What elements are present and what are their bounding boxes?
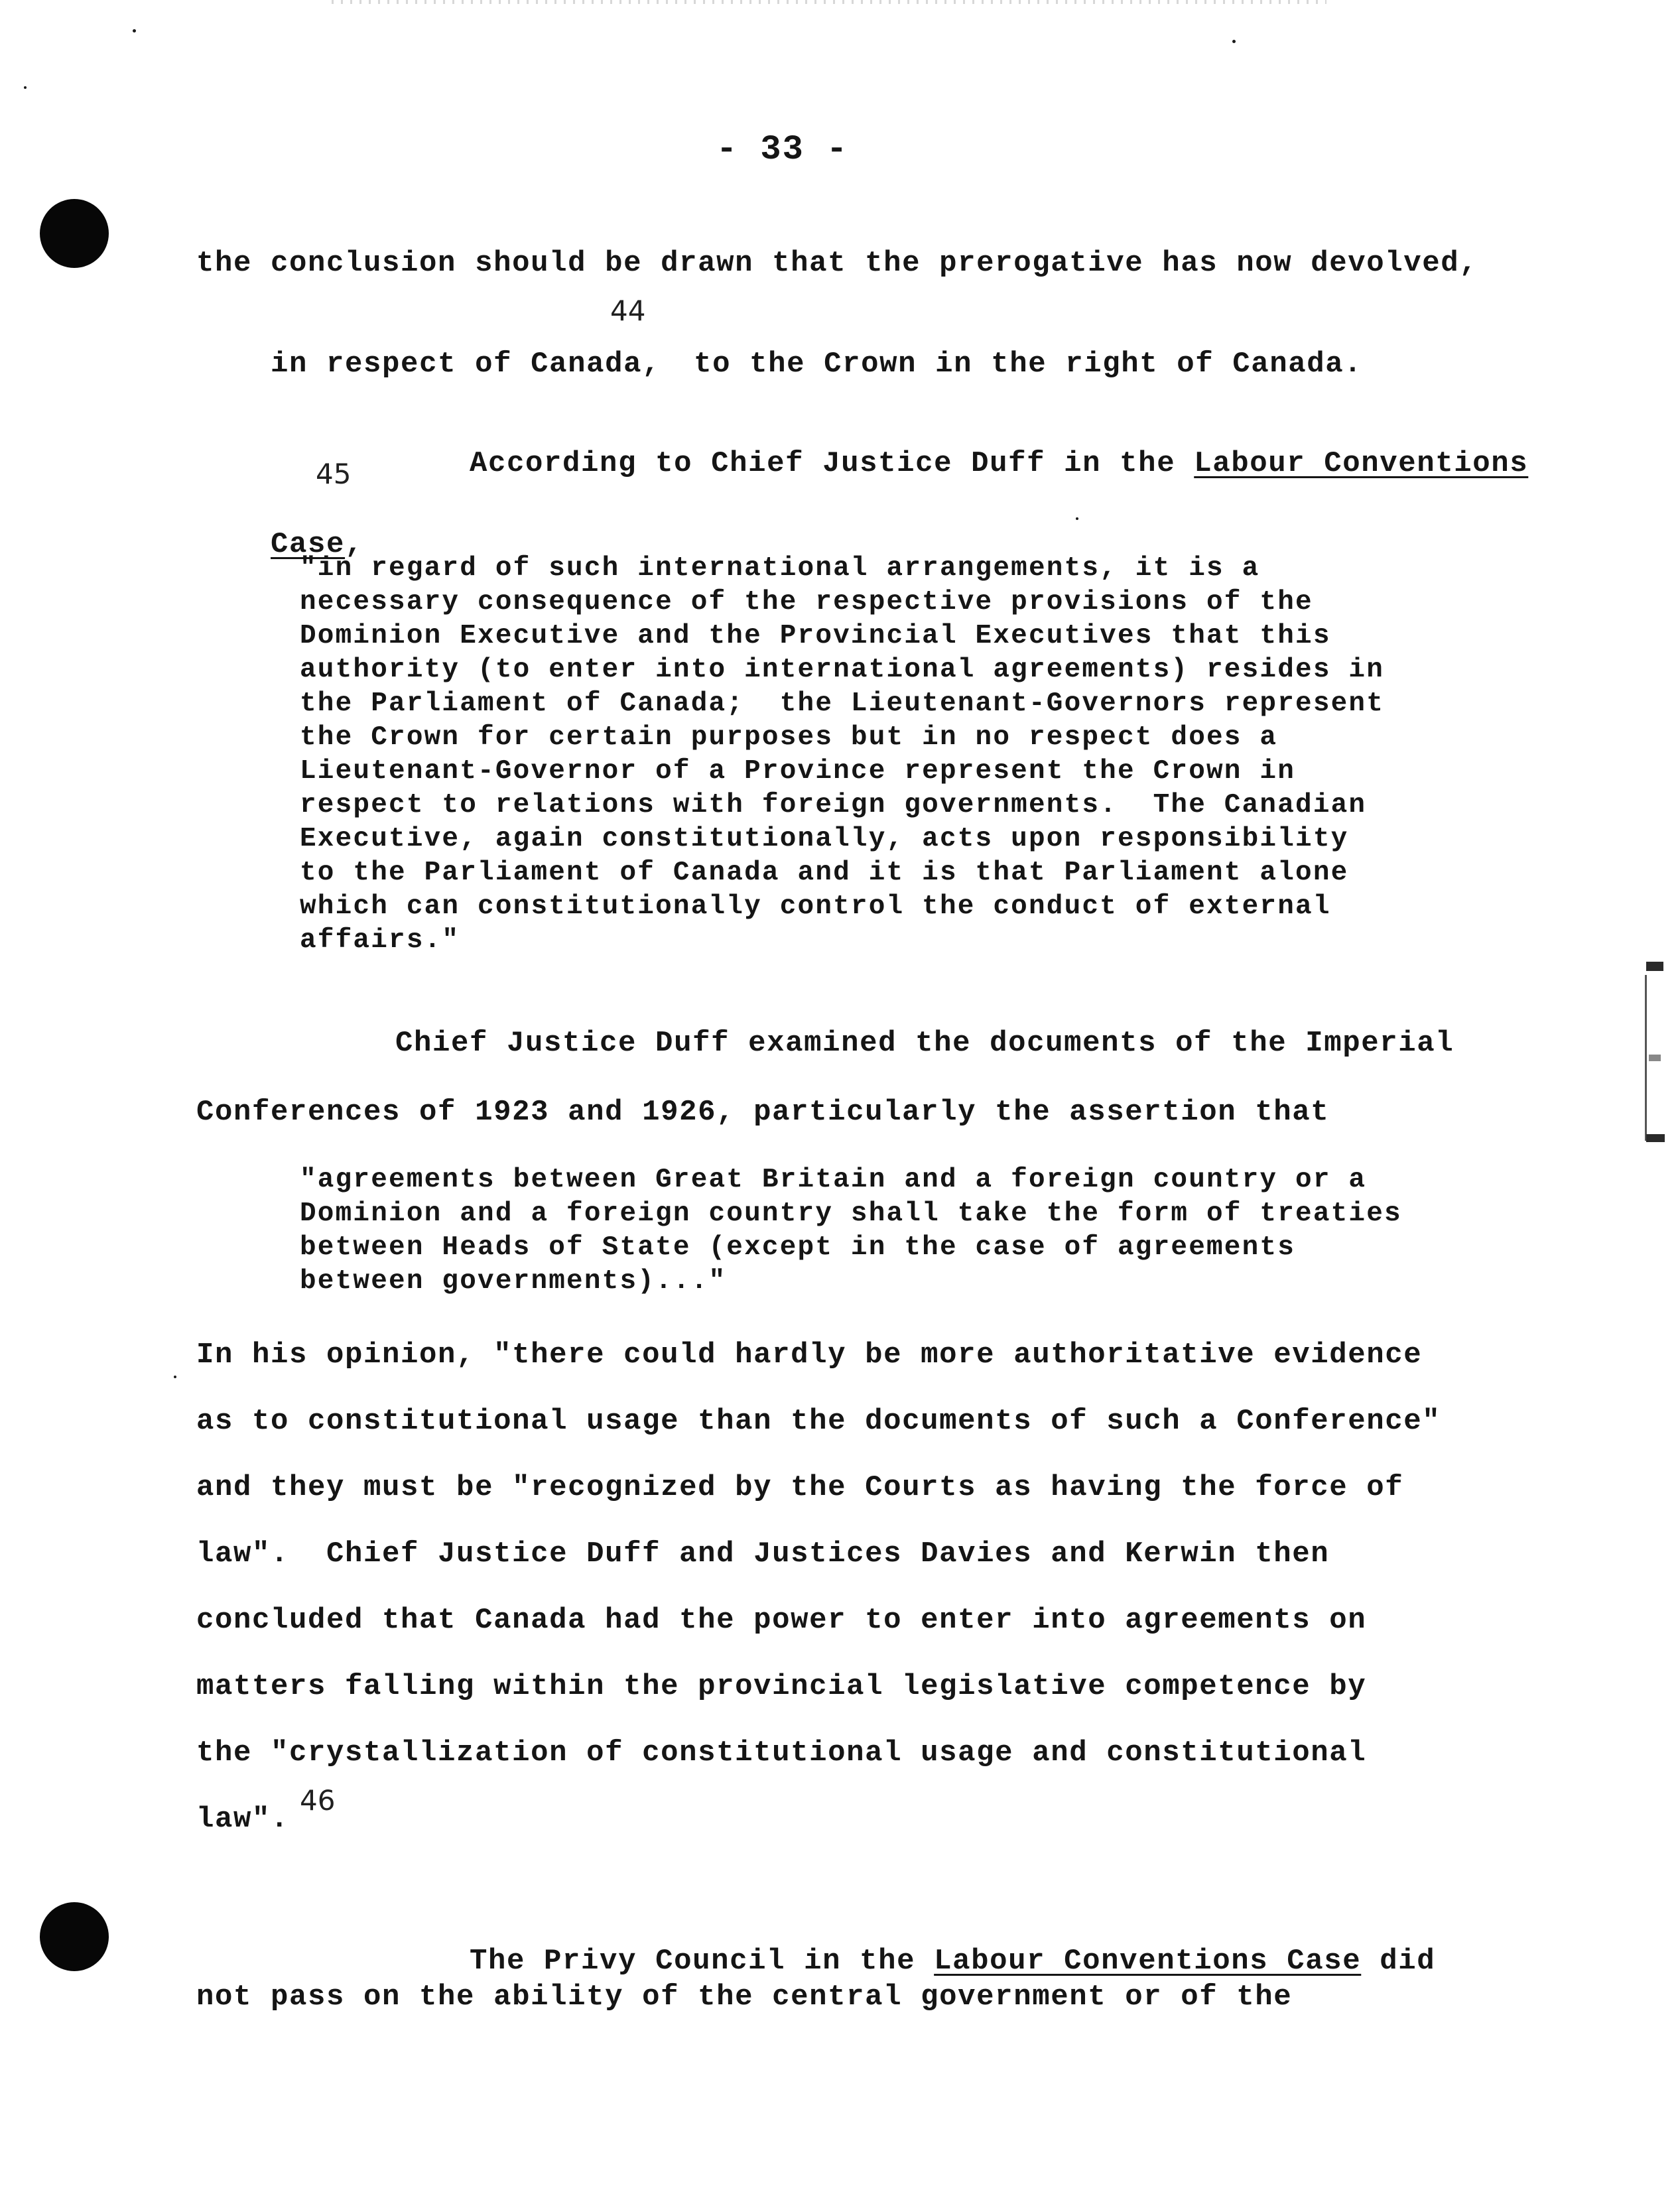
- body-text: ,: [345, 528, 364, 561]
- quote-line: respect to relations with foreign governments. The Canadian: [300, 790, 1367, 820]
- case-title: Labour Conventions Case: [934, 1945, 1362, 1978]
- body-line: law".: [196, 1803, 290, 1836]
- body-line: not pass on the ability of the central government or of the: [196, 1980, 1293, 2014]
- body-line: and they must be "recognized by the Courts as having the force of: [196, 1471, 1404, 1504]
- body-text: The Privy Council in the: [470, 1945, 935, 1978]
- scan-speck: [1232, 40, 1236, 43]
- punch-hole-top: [40, 199, 109, 268]
- quote-line: which can constitutionally control the conduct of external: [300, 891, 1331, 922]
- quote-line: "agreements between Great Britain and a foreign country or a: [300, 1165, 1367, 1195]
- quote-line: authority (to enter into international agreements) resides in: [300, 655, 1385, 685]
- body-text: in respect of Canada,: [271, 348, 661, 381]
- body-line: the "crystallization of constitutional usage and constitutional: [196, 1736, 1367, 1770]
- quote-line: Executive, again constitutionally, acts upon responsibility: [300, 824, 1349, 854]
- footnote-marker: 46: [300, 1784, 336, 1817]
- body-line: the conclusion should be drawn that the prerogative has now devolved,: [196, 247, 1478, 280]
- quote-line: Dominion Executive and the Provincial Executives that this: [300, 621, 1331, 651]
- quote-line: "in regard of such international arrangements, it is a: [300, 553, 1260, 584]
- page-number: - 33 -: [716, 130, 849, 169]
- quote-line: between Heads of State (except in the case of agreements: [300, 1232, 1296, 1263]
- quote-line: to the Parliament of Canada and it is that Parliament alone: [300, 858, 1349, 888]
- body-line: In his opinion, "there could hardly be more authoritative evidence: [196, 1338, 1423, 1372]
- scan-speck: [24, 86, 27, 89]
- body-line: matters falling within the provincial legislative competence by: [196, 1670, 1367, 1703]
- footnote-marker: 45: [316, 458, 352, 490]
- quote-line: necessary consequence of the respective provisions of the: [300, 587, 1313, 617]
- body-line: law". Chief Justice Duff and Justices Davies and Kerwin then: [196, 1537, 1330, 1571]
- body-line: concluded that Canada had the power to enter into agreements on: [196, 1604, 1367, 1637]
- quote-line: affairs.": [300, 925, 460, 956]
- body-text: to the Crown in the right of Canada.: [694, 348, 1363, 381]
- body-line: as to constitutional usage than the documents of such a Conference": [196, 1405, 1441, 1438]
- quote-line: the Parliament of Canada; the Lieutenant-Governors represent: [300, 688, 1385, 719]
- punch-hole-bottom: [40, 1902, 109, 1971]
- body-text: did: [1361, 1945, 1436, 1978]
- scan-edge-marks: [1644, 955, 1670, 1154]
- quote-line: Dominion and a foreign country shall take the form of treaties: [300, 1198, 1402, 1229]
- case-title: Labour Conventions: [1194, 447, 1529, 480]
- quote-line: the Crown for certain purposes but in no respect does a: [300, 722, 1278, 753]
- body-line: Conferences of 1923 and 1926, particularly the assertion that: [196, 1096, 1330, 1129]
- scan-speck: [174, 1376, 176, 1378]
- body-line: [395, 414, 1528, 513]
- body-line: Chief Justice Duff examined the documents of the Imperial: [395, 1027, 1454, 1060]
- footnote-marker: 44: [610, 294, 646, 327]
- body-line: [196, 314, 1362, 414]
- scan-speck: [133, 29, 136, 32]
- quote-line: Lieutenant-Governor of a Province represent the Crown in: [300, 756, 1296, 787]
- body-text: According to Chief Justice Duff in the: [470, 447, 1195, 480]
- scan-noise-top: [332, 0, 1326, 4]
- scan-speck: [1076, 517, 1078, 520]
- quote-line: between governments)...": [300, 1266, 727, 1297]
- case-title: Case: [271, 528, 346, 561]
